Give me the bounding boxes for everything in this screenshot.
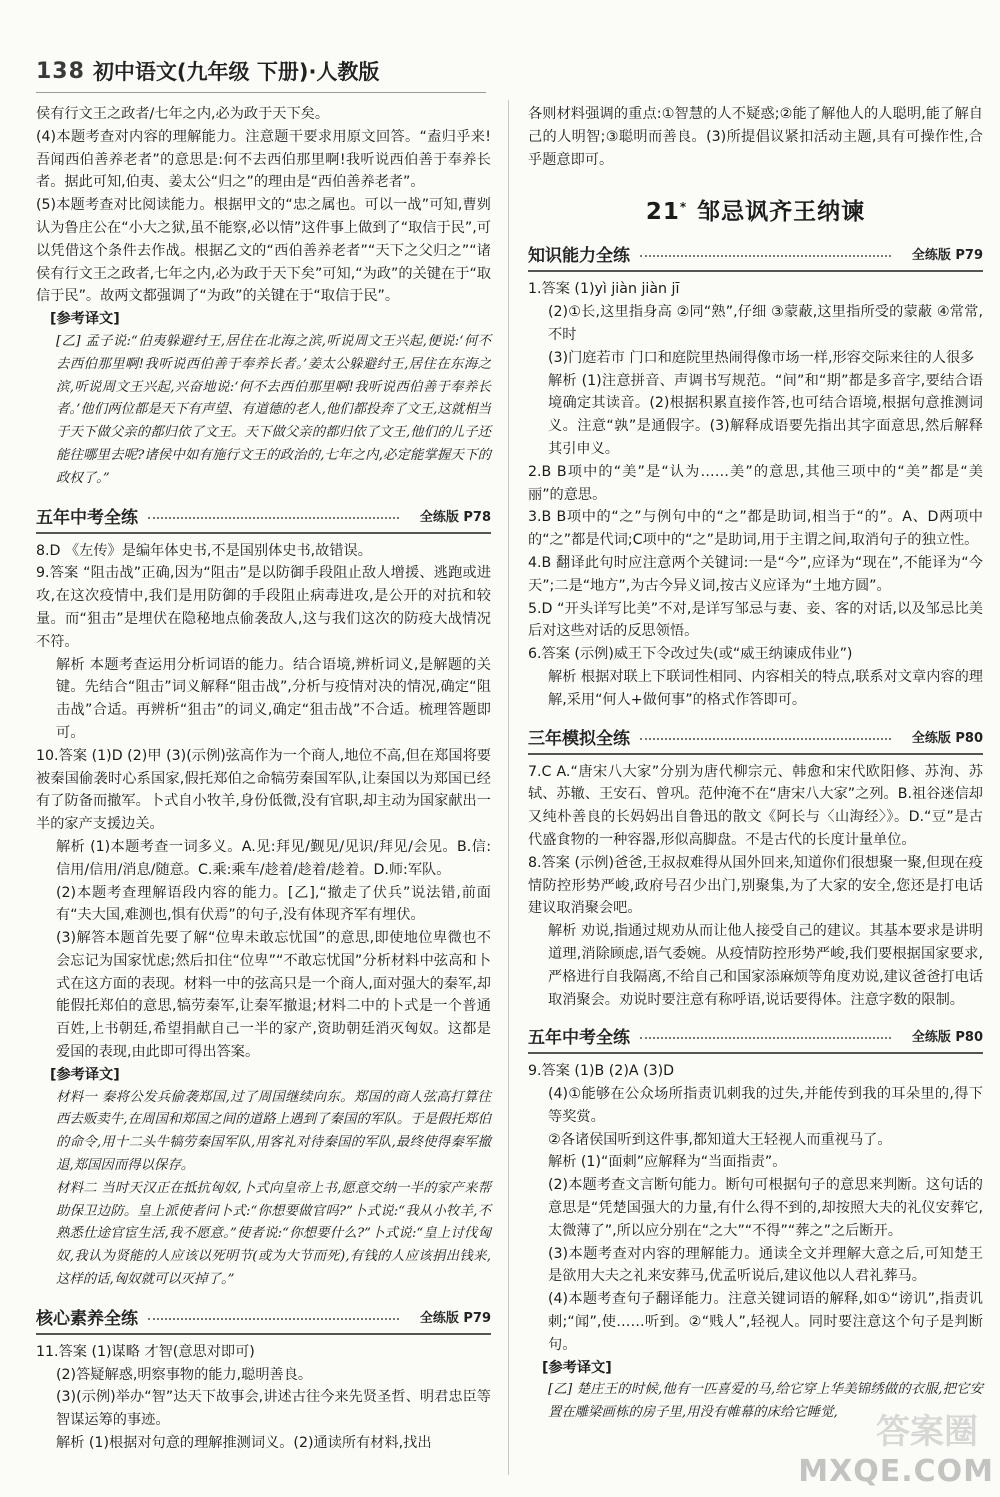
analysis-item: (4)本题考查句子翻译能力。注意关键词语的解释,如①“谤讥”,指责讥刺;“闻”,使……听到。②“贱人”,轻视人。同时要注意这个句子是判断句。	[548, 1291, 983, 1353]
column-divider	[508, 100, 509, 1475]
text-line: 侯有行文王之政者/七年之内,必为政于天下矣。	[36, 106, 330, 122]
reference-translation: 材料一 秦将公发兵偷袭郑国,过了周国继续向东。郑国的商人弦高打算往西去贩卖牛,在周国和郑国之间的道路上遇到了秦国的军队。于是假托郑伯的命令,用十二头牛犒劳秦国军队,用客礼对待秦国的军队,最终使得秦军撤退,郑国因而得以保存。	[56, 1089, 491, 1174]
watermark-logo: 答案圈	[876, 1412, 978, 1452]
section-page-ref: 全练版 P78	[419, 509, 491, 525]
section-page-ref: 全练版 P79	[419, 1310, 491, 1326]
section-header	[528, 1020, 983, 1054]
analysis-item: (3)解答本题首先要了解“位卑未敢忘忧国”的意思,即使地位卑微也不会忘记为国家忧虑;然后扣住“位卑”“不敢忘忧国”分析材料中弦高和卜式在这方面的表现。材料一中的弦高只是一个商人,面对强大的秦军,却能假托郑伯的意思,犒劳秦军,让秦军撤退;材料二中的卜式是一个普通百姓,上书朝廷,希望捐献自己一半的家产,资助朝廷消灭匈奴。这都是爱国的表现,由此即可得出答案。	[56, 930, 491, 1061]
lesson-mark: *	[679, 199, 688, 214]
page-header	[36, 56, 379, 86]
answer-item: 3.B B项中的“之”与例句中的“之”都是助词,相当于“的”。A、D两项中的“之”都是代词;C项中的“之”是助词,用于主谓之间,取消句子的独立性。	[528, 509, 983, 549]
section-page-ref: 全练版 P80	[911, 1030, 983, 1046]
answer-item: (3)(示例)举办“智”达天下故事会,讲述古往今来先贤圣哲、明君忠臣等智谋运筹的事迹。	[56, 1389, 491, 1429]
reference-translation: 材料二 当时天汉正在抵抗匈奴,卜式向皇帝上书,愿意交纳一半的家产来帮助保卫边防。皇上派使者问卜式:“你想要做官吗?”卜式说:“我从小牧羊,不熟悉仕途官宦生活,我不愿意。”使者说:“你想要什么?”卜式说:“皇上讨伐匈奴,我认为贤能的人应该以死明节(或为大节而死),有钱的人应该捐出钱来,这样的话,匈奴就可以灭掉了。”	[56, 1180, 491, 1288]
analysis-item: 解析 (1)“面刺”应解释为“当面指责”。	[548, 1154, 787, 1171]
answer-item: 5.D “开头详写比美”不对,是详写邹忌与妻、妾、客的对话,以及邹忌比美后对这些对话的反思领悟。	[528, 600, 983, 640]
text-paragraph: (4)本题考查对内容的理解能力。注意题干要求用原文回答。“盍归乎来!吾闻西伯善养老者”的意思是:何不去西伯那里啊!我听说西伯善于奉养长者。据此可知,伯夷、姜太公“归之”的理由是“西伯善养老者”。	[36, 128, 491, 191]
section-dotted-rule	[640, 738, 891, 740]
section-dotted-rule	[640, 1037, 891, 1039]
analysis-item: 解析 劝说,指通过规劝从而让他人接受自己的建议。其基本要求是讲明道理,消除顾虑,语气委婉。从疫情防控形势严峻,我们要根据国家要求,严格进行自我隔离,不给自己和国家添麻烦等角度劝说,建议爸爸打电话取消聚会。劝说时要注意有称呼语,说话要得体。注意字数的限制。	[548, 923, 983, 1008]
answer-item: 7.C A.“唐宋八大家”分别为唐代柳宗元、韩愈和宋代欧阳修、苏洵、苏轼、苏辙、王安石、曾巩。范仲淹不在“唐宋八大家”之列。B.祖谷迷信却又纯朴善良的长妈妈出自鲁迅的散文《阿长与〈山海经〉》。D.“豆”是古代盛食物的一种容器,形似高脚盘。不是古代的长度计量单位。	[528, 763, 983, 848]
analysis-item: 解析 (1)注意拼音、声调书写规范。“间”和“期”都是多音字,要结合语境确定其读音。(2)根据积累直接作答,也可结合语境,根据句意推测词义。注意“孰”是通假字。(3)解释成语要先指出其字面意思,然后解释其引申义。	[548, 372, 983, 457]
section-header	[36, 1301, 491, 1335]
reference-translation-label: [参考译文]	[50, 1066, 120, 1083]
left-column	[36, 103, 491, 1455]
right-column	[528, 103, 983, 1425]
section-title: 知识能力全练	[528, 246, 630, 267]
answer-item: ②各诸侯国听到这件事,都知道大王轻视人而重视马了。	[548, 1131, 892, 1148]
answer-item: 9.答案 (1)B (2)A (3)D	[528, 1063, 675, 1080]
answer-item: 11.答案 (1)谋略 才智(意思对即可)	[36, 1343, 255, 1360]
section-title: 五年中考全练	[528, 1028, 630, 1049]
reference-translation-label: [参考译文]	[50, 311, 120, 328]
answer-item: 1.答案 (1)yì jiàn jiàn jī	[528, 281, 680, 298]
book-title: 初中语文(九年级 下册)·人教版	[92, 60, 380, 84]
section-title: 五年中考全练	[36, 507, 138, 528]
section-dotted-rule	[640, 255, 891, 257]
answer-item: 2.B B项中的“美”是“认为……美”的意思,其他三项中的“美”都是“美丽”的意思。	[528, 463, 983, 503]
answer-item: 6.答案 (示例)威王下令改过失(或“威王纳谏成伟业”)	[528, 646, 853, 663]
page-number: 138	[36, 58, 85, 84]
section-header	[528, 238, 983, 272]
text-paragraph: 各则材料强调的重点:①智慧的人不疑惑;②能了解他人的人聪明,能了解自己的人明智;③聪明而善良。(3)所提倡议紧扣活动主题,具有可操作性,合乎题意即可。	[528, 106, 983, 168]
text-paragraph: (5)本题考查对比阅读能力。根据甲文的“忠之属也。可以一战”可知,曹刿认为鲁庄公在“小大之狱,虽不能察,必以情”这件事上做到了“取信于民”,可以凭借这个条件去作战。根据乙文的“西伯善养老者”“天下之父归之”“诸侯有行文王之政者,七年之内,必为政于天下矣”可知,“为政”的关键在于“取信于民”。故两文都强调了“为政”的关键在于“取信于民”。	[36, 197, 491, 305]
section-title: 三年模拟全练	[528, 728, 630, 749]
analysis-item: (2)本题考查文言断句能力。断句可根据句子的意思来判断。这句话的意思是“凭楚国强大的力量,有什么得不到的,却按照大夫的礼仪安葬它,太微薄了”,所以应分别在“之大”“不得”“葬之”之后断开。	[548, 1177, 983, 1239]
lesson-title	[528, 193, 983, 226]
reference-translation-label: [参考译文]	[542, 1359, 612, 1376]
reference-translation: [乙] 孟子说:“伯夷躲避纣王,居住在北海之滨,听说周文王兴起,便说:‘何不去西伯那里啊!我听说西伯善于奉养长者。’姜太公躲避纣王,居住在东海之滨,听说周文王兴起,兴奋地说:‘何不去西伯那里啊!我听说西伯善于奉养长者。’他们两位都是天下有声望、有道德的老人,他们都投奔了文王,这就相当于天下做父亲的都归依了文王。天下做父亲的都归依了文王,他们的儿子还能往哪里去呢?诸侯中如有施行文王的政治的,七年之内,必定能掌握天下的政权了。”	[56, 333, 491, 486]
analysis-item: 解析 (1)本题考查一词多义。A.见:拜见/觐见/见识/拜见/会见。B.信:信用/信用/消息/随意。C.乘:乘车/趁着/趁着/趁着。D.师:军队。	[56, 838, 491, 878]
analysis-item: 解析 本题考查运用分析词语的能力。结合语境,辨析词义,是解题的关键。先结合“阻击”词义解释“阻击战”,分析与疫情对决的情况,确定“阻击战”合适。再辨析“狙击”的词义,确定“狙击战”不合适。梳理答题即可。	[56, 656, 491, 741]
section-title: 核心素养全练	[36, 1308, 138, 1329]
answer-item: 4.B 翻译此句时应注意两个关键词:一是“今”,应译为“现在”,不能译为“今天”;二是“地方”,为古今异义词,按古义应译为“土地方圆”。	[528, 554, 983, 594]
watermark-site: MXQE.COM	[798, 1454, 994, 1489]
section-dotted-rule	[148, 1318, 399, 1320]
answer-item: 10.答案 (1)D (2)甲 (3)(示例)弦高作为一个商人,地位不高,但在郑国将要被秦国偷袭时心系国家,假托郑伯之命犒劳秦国军队,让秦国以为郑国已经有了防备而撤军。卜式自小牧羊,身份低微,没有官职,却主动为国家献出一半的家产支援边关。	[36, 747, 491, 833]
reference-translation: [乙] 楚庄王的时候,他有一匹喜爱的马,给它穿上华美锦绣做的衣服,把它安置在雕梁画栋的房子里,用没有帷幕的床给它睡觉,	[548, 1382, 983, 1421]
analysis-item: (2)本题考查理解语段内容的能力。[乙],“撤走了伏兵”说法错,前面有“夫大国,难测也,惧有伏焉”的句子,没有体现齐军有埋伏。	[56, 884, 491, 924]
section-page-ref: 全练版 P79	[911, 248, 983, 264]
section-header	[528, 721, 983, 755]
lesson-name: 邹忌讽齐王纳谏	[697, 199, 866, 226]
answer-item: 8.答案 (示例)爸爸,王叔叔难得从国外回来,知道你们很想聚一聚,但现在疫情防控形势严峻,政府号召少出门,别聚集,为了大家的安全,您还是打电话建议取消聚会吧。	[528, 854, 983, 917]
lesson-number: 21	[645, 199, 680, 226]
answer-item: (4)①能够在公众场所指责讥刺我的过失,并能传到我的耳朵里的,得下等奖赏。	[548, 1086, 983, 1125]
section-header	[36, 500, 491, 534]
answer-item: (2)①长,这里指身高 ②同“熟”,仔细 ③蒙蔽,这里指所受的蒙蔽 ④常常,不时	[548, 304, 983, 343]
header-rule	[36, 92, 486, 93]
answer-item: 8.D 《左传》是编年体史书,不是国别体史书,故错误。	[36, 542, 372, 559]
analysis-item: (3)本题考查对内容的理解能力。通读全文并理解大意之后,可知楚王是欲用大夫之礼来安葬马,优孟听说后,建议他以人君礼葬马。	[548, 1245, 983, 1285]
answer-item: (3)门庭若市 门口和庭院里热闹得像市场一样,形容交际来往的人很多	[548, 349, 975, 366]
answer-item: 9.答案 “阻击战”正确,因为“阻击”是以防御手段阻止敌人增援、逃跑或进攻,在这次疫情中,我们是用防御的手段阻止病毒进攻,是公开的对抗和较量。而“狙击”是埋伏在隐秘地点偷袭敌人,这与我们这次的防疫大战情况不符。	[36, 565, 491, 650]
section-page-ref: 全练版 P80	[911, 730, 983, 746]
analysis-item: 解析 根据对联上下联词性相同、内容相关的特点,联系对文章内容的理解,采用“何人+做何事”的格式作答即可。	[548, 668, 983, 708]
section-dotted-rule	[148, 517, 399, 519]
analysis-item: 解析 (1)根据对句意的理解推测词义。(2)通读所有材料,找出	[56, 1435, 432, 1452]
answer-item: (2)答疑解惑,明察事物的能力,聪明善良。	[56, 1366, 313, 1383]
